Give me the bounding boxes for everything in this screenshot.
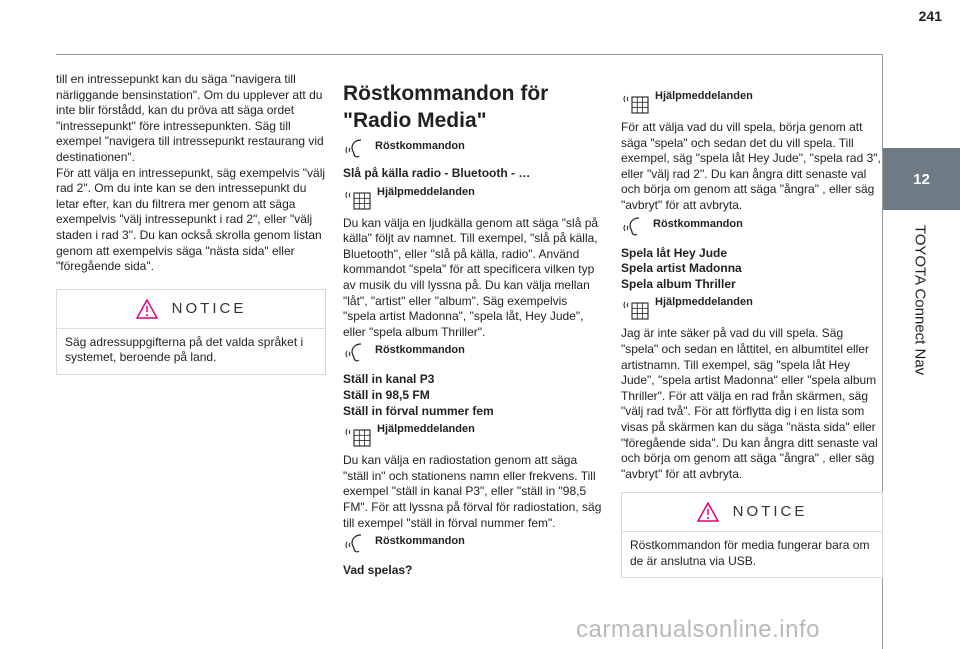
voice-command-label-row [343,138,603,160]
notice-header [622,493,882,532]
command-line: Vad spelas? [343,563,413,578]
voice-command-icon [343,138,371,160]
command-line: Ställ in kanal P3 [343,372,435,387]
paragraph: För att välja vad du vill spela, börja genom att säga "spela" och sedan det du vill spela. Till exempel, säg "spela låt Hey Jude", "spela rad 3", eller "välj rad 2". Du kan ångra ditt senaste val och börja om genom att säga "ångra" , eller säg "avbryt" för att avbryta. [621,120,881,212]
help-message-label: Hjälpmeddelanden [377,185,475,198]
voice-command-label-row [343,342,603,364]
command-line: Slå på källa radio - Bluetooth - … [343,166,531,180]
paragraph: Jag är inte säker på vad du vill spela. Säg "spela" och sedan en låttitel, en albumtitel eller artistnamn. Till exempel, säg "spela låt Hey Jude", "spela artist Madonna" eller "spela album Thriller". För att välja en rad från skärmen, säg "välj rad två". För att förflytta dig i en lista som visas på skärmen kan du säga "nästa sida" eller "föregående sida". Du kan ångra ditt senaste val och börja om genom att säga "ångra" , eller säg "avbryt" för att avbryta. [621,326,878,481]
notice-text: Röstkommandon för media fungerar bara om de är anslutna via USB. [630,538,870,568]
column-right [621,86,883,578]
chapter-tab: 12 [883,148,960,210]
notice-title: NOTICE [732,503,808,521]
command-line: Spela låt Hey Jude [621,245,728,260]
help-message-label: Hjälpmeddelanden [655,296,753,309]
command-line: Ställ in 98,5 FM [343,387,430,402]
notice-box [56,289,326,375]
page-number: 241 [918,8,942,24]
voice-command-icon [621,216,649,238]
voice-command-icon [343,533,371,555]
watermark: carmanualsonline.info [576,616,820,643]
voice-command-label: Röstkommandon [375,140,465,152]
column-middle [343,80,603,579]
chapter-title: TOYOTA Connect Nav [911,224,929,376]
section-heading: Röstkommandon för "Radio Media" [343,82,549,132]
help-message-label: Hjälpmeddelanden [377,423,475,436]
help-message-label-row [343,184,603,210]
notice-box [621,492,883,578]
warning-triangle-icon [697,502,719,522]
voice-command-label: Röstkommandon [375,344,465,357]
help-message-icon [343,421,373,447]
command-line: Spela album Thriller [621,276,736,291]
help-message-label: Hjälpmeddelanden [655,90,753,102]
paragraph: Du kan välja en ljudkälla genom att säga "slå på källa" följt av namnet. Till exempel, "slå på källa, Bluetooth", eller "slå på källa, radio". Använd kommandot "spela" för att specificera vilken typ av musik du vill lyssna på. Du kan välja mellan "låt", "artist" eller "album". Säg exempelvis "spela artist Madonna", "spela låt, Hey Jude", eller "spela album Thriller". [343,215,599,339]
command-line: Spela artist Madonna [621,261,742,276]
voice-command-label-row [343,533,603,555]
paragraph: Du kan välja en radiostation genom att säga "ställ in" och stationens namn eller frekvens. Till exempel "ställ in kanal P3", eller "ställ in "98,5 FM". För att lyssna på förval för radiostation, säg till exempel "ställ in förval nummer fem". [343,453,602,530]
voice-command-label: Röstkommandon [653,217,743,230]
voice-command-label-row [621,216,883,238]
column-left [56,72,326,375]
paragraph: till en intressepunkt kan du säga "navigera till närliggande bensinstation". Om du upplever att du inte blir förstådd, kan du pröva att säga ordet "intressepunkt" före intressepunkten. Säg till exempel "navigera till intressepunkt restaurang vid destinationen". [56,72,324,164]
help-message-label-row [621,88,883,114]
warning-triangle-icon [136,299,158,319]
help-message-icon [621,88,651,114]
notice-text: Säg adressuppgifterna på det valda språket i systemet, beroende på land. [65,334,304,365]
top-divider [56,54,882,55]
help-message-label-row [621,294,883,320]
help-message-icon [621,294,651,320]
help-message-icon [343,184,373,210]
notice-title: NOTICE [171,299,247,317]
paragraph: För att välja en intressepunkt, säg exempelvis "välj rad 2". Om du inte kan se den intressepunkt du letar efter, kan du filtrera mer genom att säga exempelvis "välj intressepunkt i rad 2", eller "välj staden i rad 3". Du kan också skrolla genom listan genom att exempelvis säga "nästa sida" eller "föregående sida". [56,165,326,274]
voice-command-icon [343,342,371,364]
help-message-label-row [343,421,603,447]
notice-header [57,290,325,329]
command-line: Ställ in förval nummer fem [343,403,494,418]
voice-command-label: Röstkommandon [375,535,465,548]
